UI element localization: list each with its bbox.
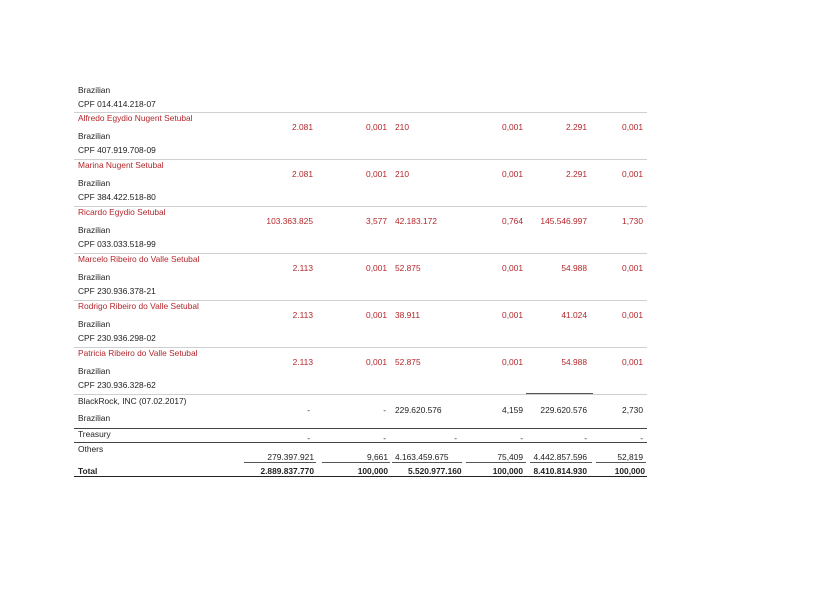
cpf-text: CPF 230.936.378-21 <box>78 286 156 296</box>
value-cell: - <box>383 433 386 443</box>
value-cell: 0,001 <box>622 169 643 179</box>
nationality-text: Brazilian <box>78 413 111 423</box>
shareholder-name: Rodrigo Ribeiro do Valle Setubal <box>78 301 199 311</box>
value-cell: 54.988 <box>561 357 587 367</box>
row-divider <box>74 394 647 395</box>
value-cell: 103.363.825 <box>266 216 313 226</box>
value-cell: 4.442.857.596 <box>533 452 587 462</box>
nationality-text: Brazilian <box>78 178 111 188</box>
value-cell: 52.875 <box>395 263 421 273</box>
value-cell: 2.113 <box>292 310 313 320</box>
shareholder-name: Treasury <box>78 429 111 439</box>
column-rule <box>244 462 316 463</box>
value-cell: - <box>584 433 587 443</box>
value-cell: 0,001 <box>366 169 387 179</box>
value-cell: 2,730 <box>622 405 643 415</box>
total-value: 100,000 <box>357 466 388 476</box>
value-cell: 52.875 <box>395 357 421 367</box>
cpf-text: CPF 384.422.518-80 <box>78 192 156 202</box>
value-cell: - <box>307 433 310 443</box>
value-cell: 2.291 <box>566 122 587 132</box>
value-cell: 2.113 <box>292 357 313 367</box>
value-cell: 0,001 <box>622 263 643 273</box>
shareholder-name: Ricardo Egydio Setubal <box>78 207 166 217</box>
value-cell: - <box>307 405 310 415</box>
column-rule <box>526 393 593 394</box>
row-divider <box>74 442 647 443</box>
value-cell: 0,001 <box>622 357 643 367</box>
value-cell: 0,001 <box>502 122 523 132</box>
value-cell: 54.988 <box>561 263 587 273</box>
shareholder-name: Patricia Ribeiro do Valle Setubal <box>78 348 198 358</box>
value-cell: 42.183.172 <box>395 216 437 226</box>
shareholder-name: Marina Nugent Setubal <box>78 160 164 170</box>
nationality-text: Brazilian <box>78 225 111 235</box>
total-value: 2.889.837.770 <box>260 466 314 476</box>
value-cell: 38.911 <box>395 310 420 320</box>
total-value: 100,000 <box>492 466 523 476</box>
column-rule <box>466 462 526 463</box>
column-rule <box>322 462 390 463</box>
value-cell: 2.113 <box>292 263 313 273</box>
cpf-text: CPF 230.936.328-62 <box>78 380 156 390</box>
cpf-text: CPF 014.414.218-07 <box>78 99 156 109</box>
value-cell: 0,001 <box>502 263 523 273</box>
value-cell: 52,819 <box>617 452 643 462</box>
shareholder-name: Marcelo Ribeiro do Valle Setubal <box>78 254 200 264</box>
cpf-text: CPF 230.936.298-02 <box>78 333 156 343</box>
value-cell: 0,001 <box>502 357 523 367</box>
total-value: 5.520.977.160 <box>408 466 462 476</box>
value-cell: 0,001 <box>366 357 387 367</box>
nationality-text: Brazilian <box>78 131 111 141</box>
value-cell: 3,577 <box>366 216 387 226</box>
value-cell: 4,159 <box>502 405 523 415</box>
nationality-text: Brazilian <box>78 366 111 376</box>
cpf-text: CPF 033.033.518-99 <box>78 239 156 249</box>
shareholder-name: BlackRock, INC (07.02.2017) <box>78 396 187 406</box>
value-cell: 210 <box>395 122 409 132</box>
value-cell: 0,001 <box>366 122 387 132</box>
column-rule <box>392 462 462 463</box>
value-cell: 75,409 <box>497 452 523 462</box>
value-cell: - <box>454 433 457 443</box>
value-cell: - <box>383 405 386 415</box>
value-cell: 0,001 <box>502 310 523 320</box>
shareholder-name: Others <box>78 444 104 454</box>
value-cell: 229.620.576 <box>395 405 442 415</box>
value-cell: 2.081 <box>292 122 313 132</box>
value-cell: 2.081 <box>292 169 313 179</box>
value-cell: 279.397.921 <box>267 452 314 462</box>
value-cell: 4.163.459.675 <box>395 452 449 462</box>
nationality-text: Brazilian <box>78 319 111 329</box>
nationality-text: Brazilian <box>78 85 111 95</box>
value-cell: - <box>640 433 643 443</box>
value-cell: 229.620.576 <box>540 405 587 415</box>
value-cell: 0,001 <box>366 263 387 273</box>
value-cell: 210 <box>395 169 409 179</box>
value-cell: 0,764 <box>502 216 523 226</box>
value-cell: 0,001 <box>622 122 643 132</box>
value-cell: 0,001 <box>622 310 643 320</box>
total-value: 100,000 <box>614 466 645 476</box>
value-cell: - <box>520 433 523 443</box>
value-cell: 2.291 <box>566 169 587 179</box>
value-cell: 145.546.997 <box>540 216 587 226</box>
shareholder-name: Alfredo Egydio Nugent Setubal <box>78 113 193 123</box>
value-cell: 41.024 <box>561 310 587 320</box>
total-value: 8.410.814.930 <box>533 466 587 476</box>
value-cell: 9,661 <box>367 452 388 462</box>
value-cell: 0,001 <box>502 169 523 179</box>
total-rule <box>74 476 647 477</box>
value-cell: 0,001 <box>366 310 387 320</box>
nationality-text: Brazilian <box>78 272 111 282</box>
cpf-text: CPF 407.919.708-09 <box>78 145 156 155</box>
column-rule <box>596 462 646 463</box>
total-label: Total <box>78 466 98 476</box>
row-divider <box>74 428 647 429</box>
column-rule <box>530 462 592 463</box>
value-cell: 1,730 <box>622 216 643 226</box>
